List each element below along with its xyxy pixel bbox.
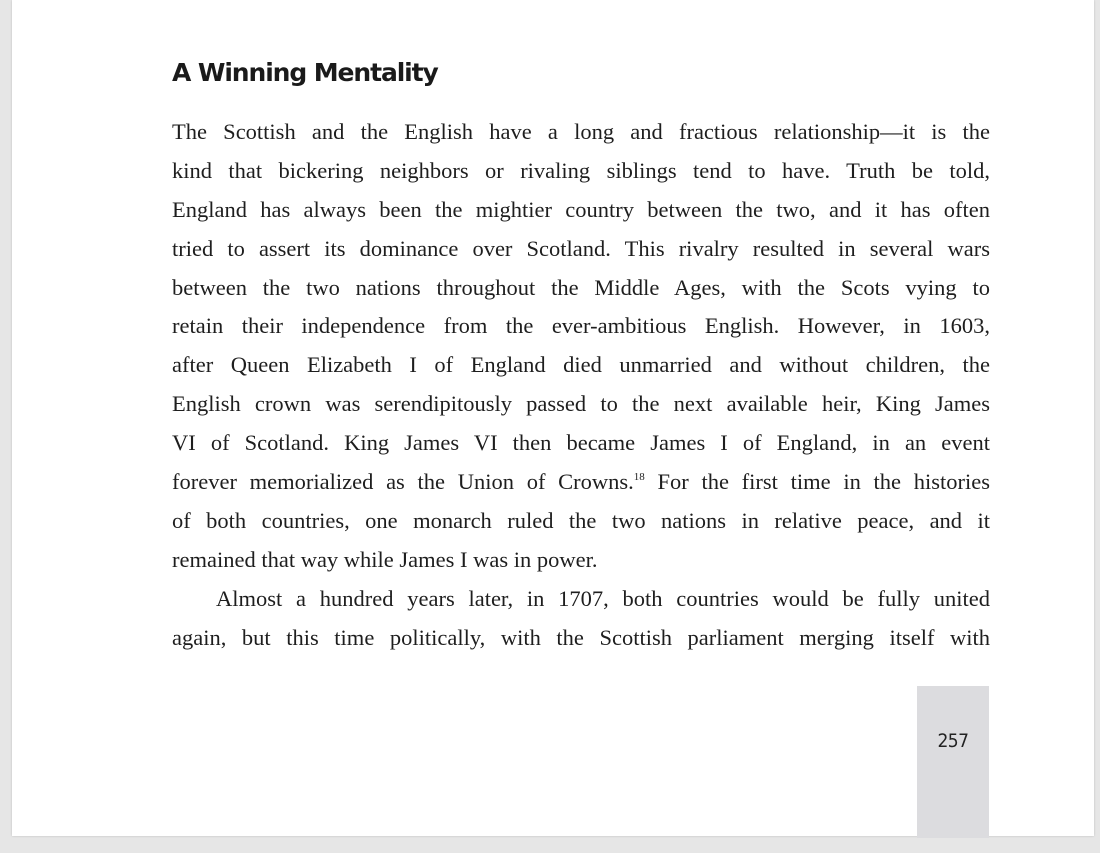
- text-line: remained that way while James I was in power.: [172, 546, 598, 572]
- text-line: of both countries, one monarch ruled the two nations in relative peace, and it: [172, 507, 990, 533]
- text-line: English crown was serendipitously passed to the next available heir, King James: [172, 391, 990, 417]
- text-line: The Scottish and the English have a long and fractious relationship—it is the: [172, 119, 990, 144]
- text-line: again, but this time politically, with the Scottish parliament merging itself with: [172, 624, 990, 650]
- text-line: England has always been the mightier country between the two, and it has often: [172, 196, 990, 222]
- footnote-reference[interactable]: 18: [633, 471, 645, 484]
- text-segment: For the first time in the histories: [644, 469, 991, 495]
- body-text: [172, 113, 990, 657]
- page-number-tab: [917, 686, 989, 838]
- text-line: kind that bickering neighbors or rivaling siblings tend to have. Truth be told,: [172, 157, 990, 183]
- text-line: VI of Scotland. King James VI then became James I of England, in an event: [172, 430, 990, 456]
- text-line-with-footnote: [172, 463, 990, 502]
- section-heading: A Winning Mentality: [172, 58, 438, 87]
- page-number: 257: [937, 730, 969, 752]
- text-line: between the two nations throughout the Middle Ages, with the Scots vying to: [172, 274, 990, 300]
- text-line: tried to assert its dominance over Scotland. This rivalry resulted in several wars: [172, 235, 990, 261]
- book-page: [12, 0, 1094, 836]
- text-line: Almost a hundred years later, in 1707, both countries would be fully united: [216, 585, 990, 611]
- paragraph-2: [172, 580, 990, 658]
- text-segment: forever memorialized as the Union of Crowns.: [172, 469, 634, 495]
- text-line: after Queen Elizabeth I of England died unmarried and without children, the: [172, 352, 990, 378]
- paragraph-1: [172, 113, 990, 580]
- text-line: retain their independence from the ever-ambitious English. However, in 1603,: [172, 313, 990, 339]
